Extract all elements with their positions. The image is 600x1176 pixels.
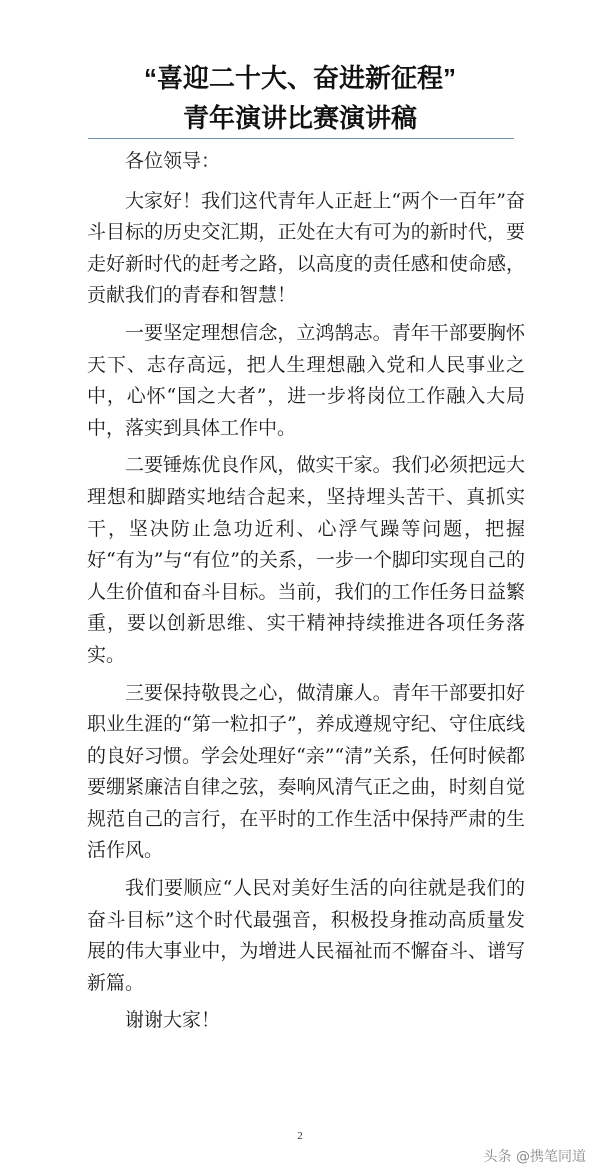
page-number: 2 (297, 1130, 303, 1142)
paragraph-thanks: 谢谢大家！ (125, 1009, 221, 1032)
paragraph-style: 二要锤炼优良作风，做实干家。我们必须把远大理想和脚踏实地结合起来，坚持埋头苦干、真抓实干，坚决防止急功近利、心浮气躁等问题，把握好“有为”与“有位”的关系，一步一个脚印实现自己的人生价值和奋斗目标。当前，我们的工作任务日益繁重，要以创新思维、实干精神持续推进各项任务落实。 (87, 454, 525, 666)
title-line-1: “喜迎二十大、奋进新征程” (143, 63, 456, 93)
paragraph-integrity: 三要保持敬畏之心，做清廉人。青年干部要扣好职业生涯的“第一粒扣子”，养成遵规守纪、守住底线的良好习惯。学会处理好“亲”“清”关系，任何时候都要绷紧廉洁自律之弦，奏响风清气正之曲，时刻自觉规范自己的言行，在平时的工作生活中保持严肃的生活作风。 (87, 681, 525, 862)
paragraph-greeting: 大家好！我们这代青年人正赶上“两个一百年”奋斗目标的历史交汇期，正处在大有可为的新时代，要走好新时代的赶考之路，以高度的责任感和使命感，贡献我们的青春和智慧！ (87, 189, 525, 307)
title-line-2: 青年演讲比赛演讲稿 (182, 103, 417, 133)
title-divider (88, 138, 514, 139)
speech-body (87, 146, 525, 1043)
salutation: 各位领导： (125, 150, 221, 172)
source-watermark: 头条 @携笔同道 (483, 1149, 586, 1165)
paragraph-closing: 我们要顺应“人民对美好生活的向往就是我们的奋斗目标”这个时代最强音，积极投身推动高质量发展的伟大事业中，为增进人民福祉而不懈奋斗、谱写新篇。 (87, 877, 525, 994)
paragraph-ideals: 一要坚定理想信念，立鸿鹄志。青年干部要胸怀天下、志存高远，把人生理想融入党和人民事业之中，心怀“国之大者”，进一步将岗位工作融入大局中，落实到具体工作中。 (87, 321, 525, 439)
